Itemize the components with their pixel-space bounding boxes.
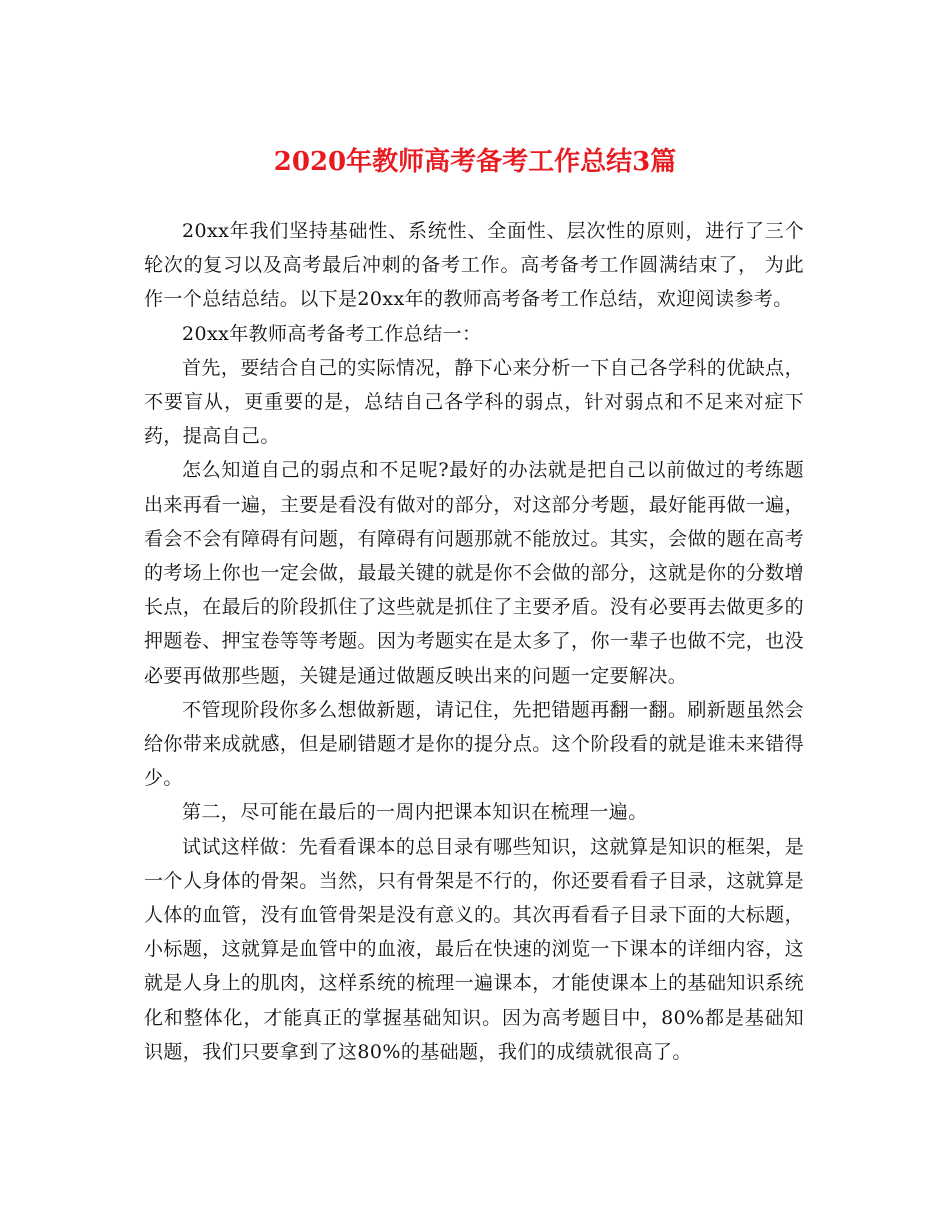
paragraph-textbook-review: 试试这样做：先看看课本的总目录有哪些知识，这就算是知识的框架，是一个人身体的骨架。当然，只有骨架是不行的，你还要看看子目录，这就算是人体的血管，没有血管骨架是没有意义的。其次再看看子目录下面的大标题，小标题，这就算是血管中的血液，最后在快速的浏览一下课本的详细内容，这就是人身上的肌肉，这样系统的梳理一遍课本，才能使课本上的基础知识系统化和整体化，才能真正的掌握基础知识。因为高考题目中，80%都是基础知识题，我们只要拿到了这80%的基础题，我们的成绩就很高了。 xyxy=(144,835,804,1063)
paragraph-weakness: 怎么知道自己的弱点和不足呢?最好的办法就是把自己以前做过的考练题出来再看一遍，主要是看没有做对的部分，对这部分考题，最好能再做一遍，看会不会有障碍有问题，有障碍有问题那就不能放过。其实，会做的题在高考的考场上你也一定会做，最最关键的就是你不会做的部分，这就是你的分数增长点，在最后的阶段抓住了这些就是抓住了主要矛盾。没有必要再去做更多的押题卷、押宝卷等等考题。因为考题实在是太多了，你一辈子也做不完，也没必要再做那些题，关键是通过做题反映出来的问题一定要解决。 xyxy=(144,459,804,687)
document-body xyxy=(144,214,804,1069)
paragraph-second-point: 第二，尽可能在最后的一周内把课本知识在梳理一遍。 xyxy=(182,801,648,824)
paragraph-first-point: 首先，要结合自己的实际情况，静下心来分析一下自己各学科的优缺点，不要盲从，更重要的是，总结自己各学科的弱点，针对弱点和不足来对症下药，提高自己。 xyxy=(144,356,804,448)
paragraph-review-errors: 不管现阶段你多么想做新题，请记住，先把错题再翻一翻。刷新题虽然会给你带来成就感，但是刷错题才是你的提分点。这个阶段看的就是谁未来错得少。 xyxy=(144,698,804,790)
paragraph-section-heading: 20xx年教师高考备考工作总结一： xyxy=(182,322,482,345)
document-title: 2020年教师高考备考工作总结3篇 xyxy=(273,147,677,177)
paragraph-intro: 20xx年我们坚持基础性、系统性、全面性、层次性的原则，进行了三个轮次的复习以及高考最后冲刺的备考工作。高考备考工作圆满结束了， 为此作一个总结总结。以下是20xx年的教师高考备考工作总结，欢迎阅读参考。 xyxy=(144,220,804,311)
